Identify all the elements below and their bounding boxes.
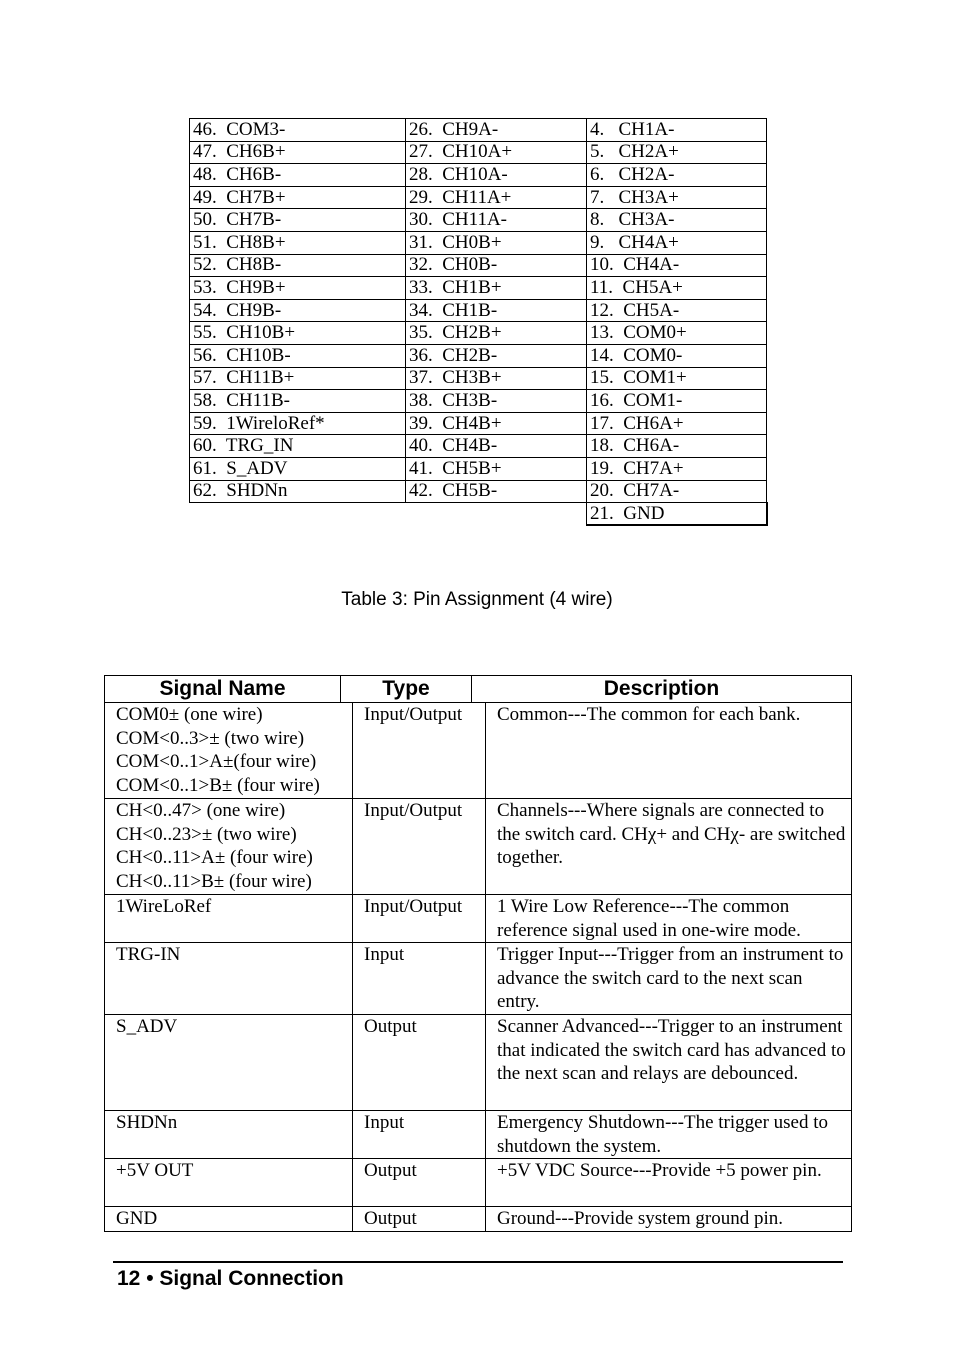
signal-type-cell: Input/Output [353, 799, 486, 894]
pin-cell: 59. 1WireloRef* [190, 412, 406, 435]
signal-type-cell: Input [353, 1111, 486, 1158]
pin-cell: 27. CH10A+ [406, 141, 587, 164]
pin-cell: 50. CH7B- [190, 209, 406, 232]
pin-row [190, 299, 767, 322]
pin-cell: 29. CH11A+ [406, 186, 587, 209]
signal-table-header [104, 675, 852, 703]
signal-row [104, 1111, 852, 1159]
signal-name-cell: S_ADV [105, 1015, 353, 1110]
pin-cell: 32. CH0B- [406, 254, 587, 277]
pin-cell: 35. CH2B+ [406, 322, 587, 345]
signal-type-cell: Input [353, 943, 486, 1014]
pin-row [190, 480, 767, 503]
pin-cell: 20. CH7A- [587, 480, 767, 503]
signal-name-cell: +5V OUT [105, 1159, 353, 1206]
pin-cell: 28. CH10A- [406, 164, 587, 187]
table-caption: Table 3: Pin Assignment (4 wire) [341, 589, 613, 610]
signal-type-cell: Input/Output [353, 703, 486, 798]
pin-cell: 52. CH8B- [190, 254, 406, 277]
pin-row [190, 254, 767, 277]
pin-cell: 9. CH4A+ [587, 231, 767, 254]
signal-description-cell: Ground---Provide system ground pin. [497, 1208, 784, 1229]
signal-type-cell: Input/Output [353, 895, 486, 942]
signal-description-cell: Scanner Advanced---Trigger to an instrument that indicated the switch card has advanced to the next scan and relays are debounced. [497, 1016, 846, 1084]
pin-cell: 53. CH9B+ [190, 277, 406, 300]
pin-cell: 54. CH9B- [190, 299, 406, 322]
signal-row [104, 799, 852, 895]
pin-cell: 55. CH10B+ [190, 322, 406, 345]
pin-cell: 17. CH6A+ [587, 412, 767, 435]
pin-cell: 30. CH11A- [406, 209, 587, 232]
pin-cell: 56. CH10B- [190, 344, 406, 367]
pin-cell: 6. CH2A- [587, 164, 767, 187]
signal-description-cell: Trigger Input---Trigger from an instrument to advance the switch card to the next scan entry. [497, 944, 844, 1012]
pin-cell: 14. COM0- [587, 344, 767, 367]
pin-cell: 46. COM3- [190, 119, 406, 142]
pin-row [190, 503, 767, 526]
pin-cell: 41. CH5B+ [406, 457, 587, 480]
pin-cell: 8. CH3A- [587, 209, 767, 232]
signal-name-cell: GND [105, 1207, 353, 1231]
pin-cell: 34. CH1B- [406, 299, 587, 322]
pin-cell [190, 503, 406, 526]
pin-cell: 18. CH6A- [587, 435, 767, 458]
pin-row [190, 231, 767, 254]
signal-row [104, 1207, 852, 1232]
signal-description-cell: Emergency Shutdown---The trigger used to shutdown the system. [497, 1112, 829, 1157]
pin-cell: 33. CH1B+ [406, 277, 587, 300]
signal-description-cell: Common---The common for each bank. [497, 704, 801, 725]
header-description: Description [603, 677, 720, 700]
pin-table-body [190, 119, 767, 526]
pin-row [190, 344, 767, 367]
pin-cell: 26. CH9A- [406, 119, 587, 142]
pin-row [190, 164, 767, 187]
pin-cell: 12. CH5A- [587, 299, 767, 322]
pin-cell: 58. CH11B- [190, 390, 406, 413]
pin-cell: 49. CH7B+ [190, 186, 406, 209]
signal-description-cell: +5V VDC Source---Provide +5 power pin. [497, 1160, 822, 1181]
pin-row [190, 141, 767, 164]
signal-name-cell: COM0± (one wire) COM<0..3>± (two wire) COM<0..1>A±(four wire) COM<0..1>B± (four wire) [105, 703, 353, 798]
pin-row [190, 412, 767, 435]
pin-assignment-table [189, 118, 768, 526]
pin-cell: 39. CH4B+ [406, 412, 587, 435]
pin-row [190, 435, 767, 458]
pin-cell: 4. CH1A- [587, 119, 767, 142]
signal-name-cell: TRG-IN [105, 943, 353, 1014]
signal-type-cell: Output [353, 1207, 486, 1231]
pin-row [190, 322, 767, 345]
pin-row [190, 367, 767, 390]
pin-row [190, 209, 767, 232]
pin-cell: 37. CH3B+ [406, 367, 587, 390]
signal-row [104, 943, 852, 1015]
pin-cell: 5. CH2A+ [587, 141, 767, 164]
pin-cell: 40. CH4B- [406, 435, 587, 458]
pin-row [190, 186, 767, 209]
signal-type-cell: Output [353, 1159, 486, 1206]
pin-cell [406, 503, 587, 526]
signal-name-cell: CH<0..47> (one wire) CH<0..23>± (two wire) CH<0..11>A± (four wire) CH<0..11>B± (four wire) [105, 799, 353, 894]
pin-cell: 61. S_ADV [190, 457, 406, 480]
pin-cell: 21. GND [587, 503, 767, 526]
signal-type-cell: Output [353, 1015, 486, 1110]
pin-cell: 62. SHDNn [190, 480, 406, 503]
pin-cell: 19. CH7A+ [587, 457, 767, 480]
signal-name-cell: SHDNn [105, 1111, 353, 1158]
signal-description-cell: Channels---Where signals are connected to the switch card. CHχ+ and CHχ- are switched together. [497, 800, 846, 868]
pin-cell: 42. CH5B- [406, 480, 587, 503]
signal-row [104, 1159, 852, 1207]
pin-row [190, 390, 767, 413]
pin-row [190, 277, 767, 300]
pin-cell: 11. CH5A+ [587, 277, 767, 300]
pin-cell: 13. COM0+ [587, 322, 767, 345]
signal-row [104, 1015, 852, 1111]
pin-cell: 57. CH11B+ [190, 367, 406, 390]
signal-description-cell: 1 Wire Low Reference---The common reference signal used in one-wire mode. [497, 896, 801, 941]
pin-cell: 38. CH3B- [406, 390, 587, 413]
signal-row [104, 703, 852, 799]
pin-cell: 31. CH0B+ [406, 231, 587, 254]
signal-name-cell: 1WireLoRef [105, 895, 353, 942]
signal-description-table [104, 675, 852, 1232]
pin-cell: 15. COM1+ [587, 367, 767, 390]
pin-cell: 7. CH3A+ [587, 186, 767, 209]
pin-cell: 48. CH6B- [190, 164, 406, 187]
pin-cell: 60. TRG_IN [190, 435, 406, 458]
pin-cell: 47. CH6B+ [190, 141, 406, 164]
header-signal-name: Signal Name [105, 676, 341, 702]
footer-rule [113, 1261, 843, 1263]
pin-cell: 10. CH4A- [587, 254, 767, 277]
pin-cell: 36. CH2B- [406, 344, 587, 367]
signal-table-body [104, 703, 852, 1232]
signal-row [104, 895, 852, 943]
pin-cell: 16. COM1- [587, 390, 767, 413]
pin-row [190, 457, 767, 480]
pin-row [190, 119, 767, 142]
header-type: Type [341, 676, 472, 702]
pin-cell: 51. CH8B+ [190, 231, 406, 254]
page-footer: 12 • Signal Connection [117, 1267, 344, 1290]
